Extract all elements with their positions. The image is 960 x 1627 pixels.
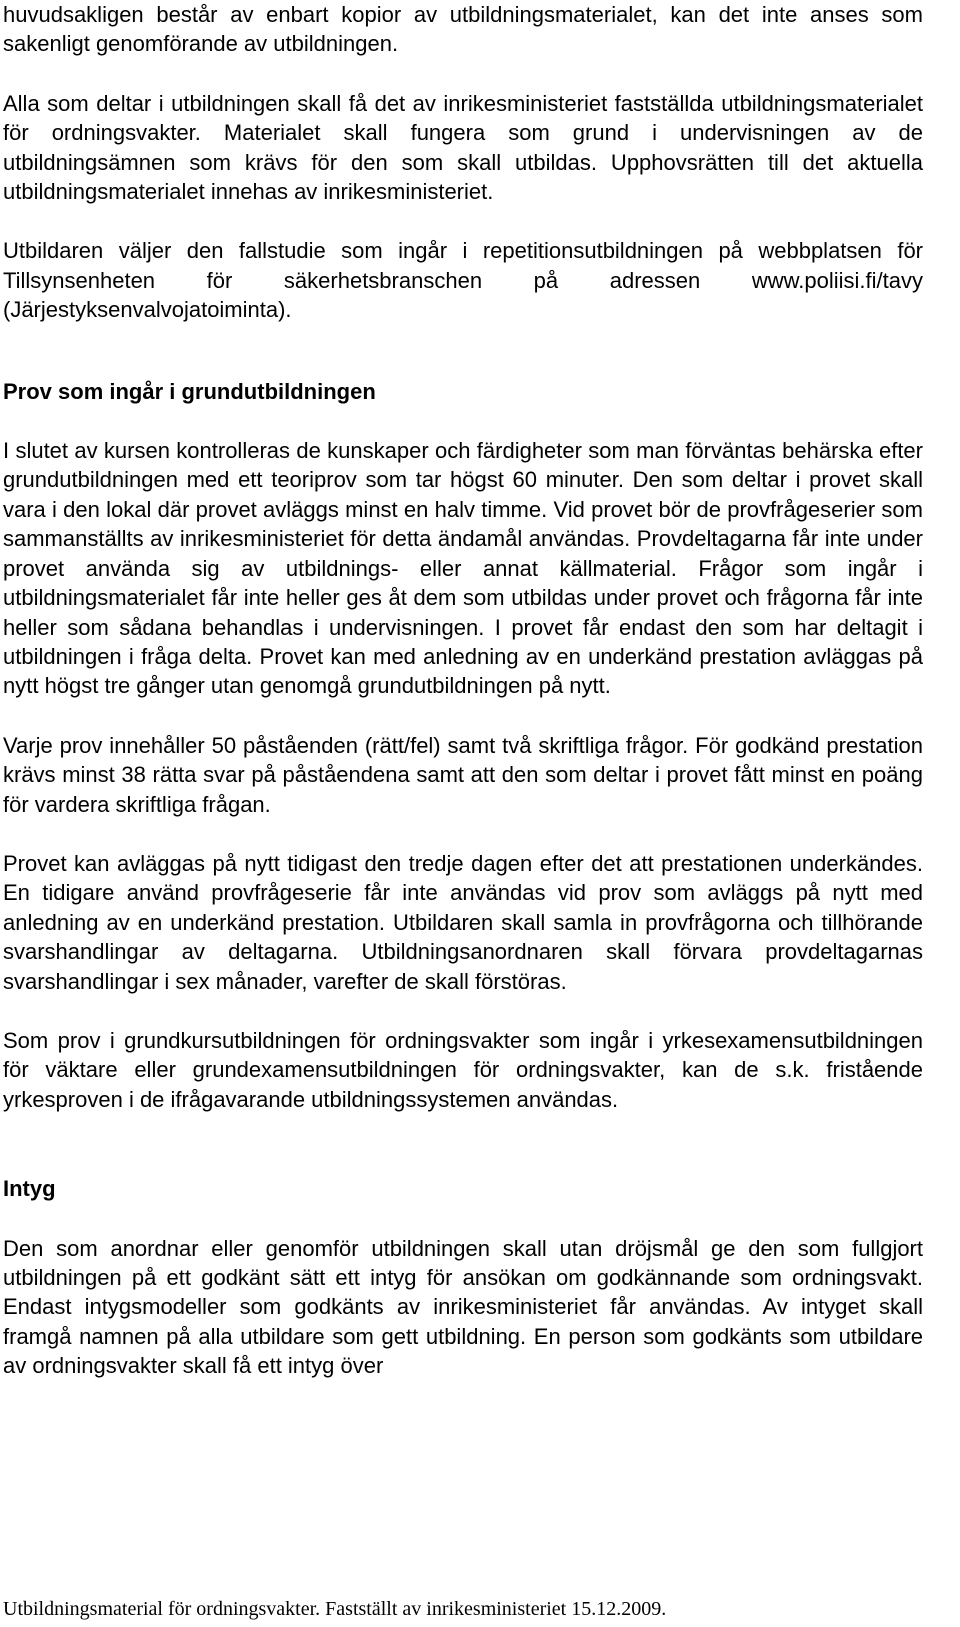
paragraph-prov-1: I slutet av kursen kontrolleras de kunskaper och färdigheter som man förväntas behärska efter grundutbildningen med ett teoriprov som tar högst 60 minuter. Den som deltar i provet skall vara i den lokal där provet avläggs minst en halv timme. Vid provet bör de provfrågeserier som sammanställts av inrikesministeriet för detta ändamål användas. Provdeltagarna får inte under provet använda sig av utbildnings- eller annat källmaterial. Frågor som ingår i utbildningsmaterialet får inte heller ges åt dem som utbildas under provet och frågorna får inte heller som sådana behandlas i undervisningen. I provet får endast den som har deltagit i utbildningen i fråga delta. Provet kan med anledning av en underkänd prestation avläggas på nytt högst tre gånger utan genomgå grundutbildningen på nytt. (3, 438, 923, 699)
section-heading-intyg: Intyg (3, 1176, 56, 1202)
document-page (3, 0, 923, 1381)
paragraph-prov-3: Provet kan avläggas på nytt tidigast den tredje dagen efter det att prestationen underkändes. En tidigare använd provfrågeserie får inte användas vid prov som avläggs på nytt med anledning av en underkänd prestation. Utbildaren skall samla in provfrågorna och tillhörande svarshandlingar av deltagarna. Utbildningsanordnaren skall förvara provdeltagarnas svarshandlingar i sex månader, varefter de skall förstöras. (3, 850, 923, 994)
paragraph-case-study: Utbildaren väljer den fallstudie som ingår i repetitionsutbildningen på webbplatsen för Tillsynsenheten för säkerhetsbranschen på adressen www.poliisi.fi/tavy (Järjestyksenvalvojatoiminta). (3, 238, 923, 323)
paragraph-prov-4: Som prov i grundkursutbildningen för ordningsvakter som ingår i yrkesexamensutbildningen för väktare eller grundexamensutbildningen för ordningsvakter, kan de s.k. fristående yrkesproven i de ifrågavarande utbildningssystemen användas. (3, 1027, 923, 1112)
page-footer: Utbildningsmaterial för ordningsvakter. Fastställt av inrikesministeriet 15.12.2009. (3, 1598, 667, 1620)
section-heading-prov: Prov som ingår i grundutbildningen (3, 378, 376, 404)
paragraph-intyg: Den som anordnar eller genomför utbildningen skall utan dröjsmål ge den som fullgjort utbildningen på ett godkänt sätt ett intyg för ansökan om godkännande som ordningsvakt. Endast intygsmodeller som godkänts av inrikesministeriet får användas. Av intyget skall framgå namnen på alla utbildare som gett utbildning. En person som godkänts som utbildare av ordningsvakter skall få ett intyg över (3, 1235, 923, 1379)
paragraph-materials: Alla som deltar i utbildningen skall få det av inrikesministeriet fastställda utbildningsmaterialet för ordningsvakter. Materialet skall fungera som grund i undervisningen av de utbildningsämnen som krävs för den som skall utbildas. Upphovsrätten till det aktuella utbildningsmaterialet innehas av inrikesministeriet. (3, 90, 923, 205)
paragraph-prov-2: Varje prov innehåller 50 påståenden (rätt/fel) samt två skriftliga frågor. För godkänd prestation krävs minst 38 rätta svar på påståendena samt att den som deltar i provet fått minst en poäng för vardera skriftliga frågan. (3, 732, 923, 817)
paragraph-intro: huvudsakligen består av enbart kopior av utbildningsmaterialet, kan det inte anses som sakenligt genomförande av utbildningen. (3, 2, 923, 57)
